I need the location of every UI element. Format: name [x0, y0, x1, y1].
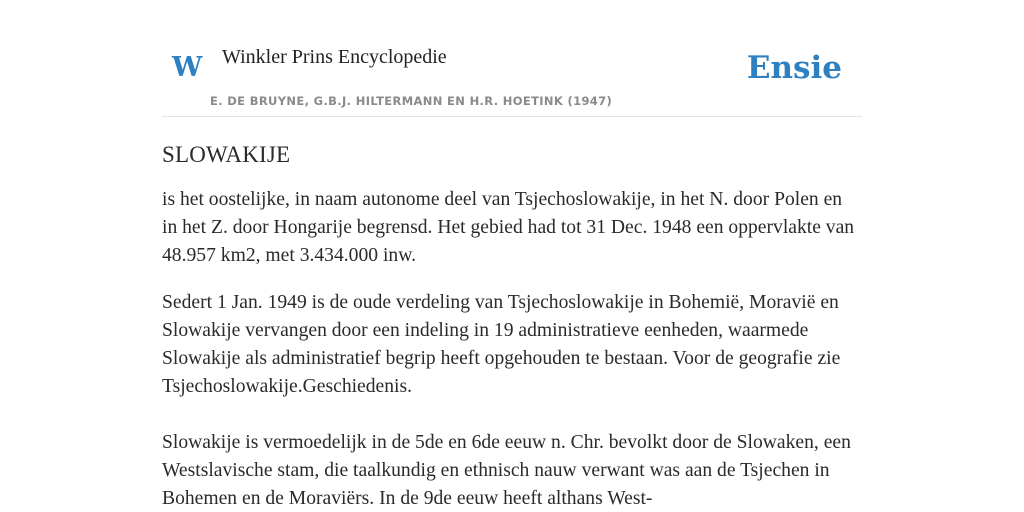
book-title-link[interactable]: Winkler Prins Encyclopedie	[222, 46, 447, 68]
entry-content	[162, 136, 862, 512]
ensie-logo[interactable]: Ensie	[746, 50, 842, 86]
entry-title: SLOWAKIJE	[162, 142, 291, 167]
entry-paragraph: Slowakije is vermoedelijk in de 5de en 6de eeuw n. Chr. bevolkt door de Slowaken, een Westslavische stam, die taalkundig en ethnisch nauw verwant was aan de Tsjechen in Bohemen en de Moraviërs. In de 9de eeuw heeft althans West-	[162, 432, 851, 509]
entry-paragraph: is het oostelijke, in naam autonome deel van Tsjechoslowakije, in het N. door Polen en in het Z. door Hongarije begrensd. Het gebied had tot 31 Dec. 1948 een oppervlakte van 48.957 km2, met 3.434.000 inw.	[162, 189, 855, 266]
site-header	[162, 0, 862, 117]
encyclopedia-logo-icon[interactable]: W	[172, 52, 203, 83]
book-authors: E. DE BRUYNE, G.B.J. HILTERMANN EN H.R. HOETINK (1947)	[210, 94, 613, 108]
entry-paragraph: Sedert 1 Jan. 1949 is de oude verdeling van Tsjechoslowakije in Bohemië, Moravië en Slowakije vervangen door een indeling in 19 administratieve eenheden, waarmede Slowakije als administratief begrip heeft opgehouden te bestaan. Voor de geografie zie Tsjechoslowakije.Geschiedenis.	[162, 292, 841, 397]
paragraph-spacer	[162, 401, 862, 429]
